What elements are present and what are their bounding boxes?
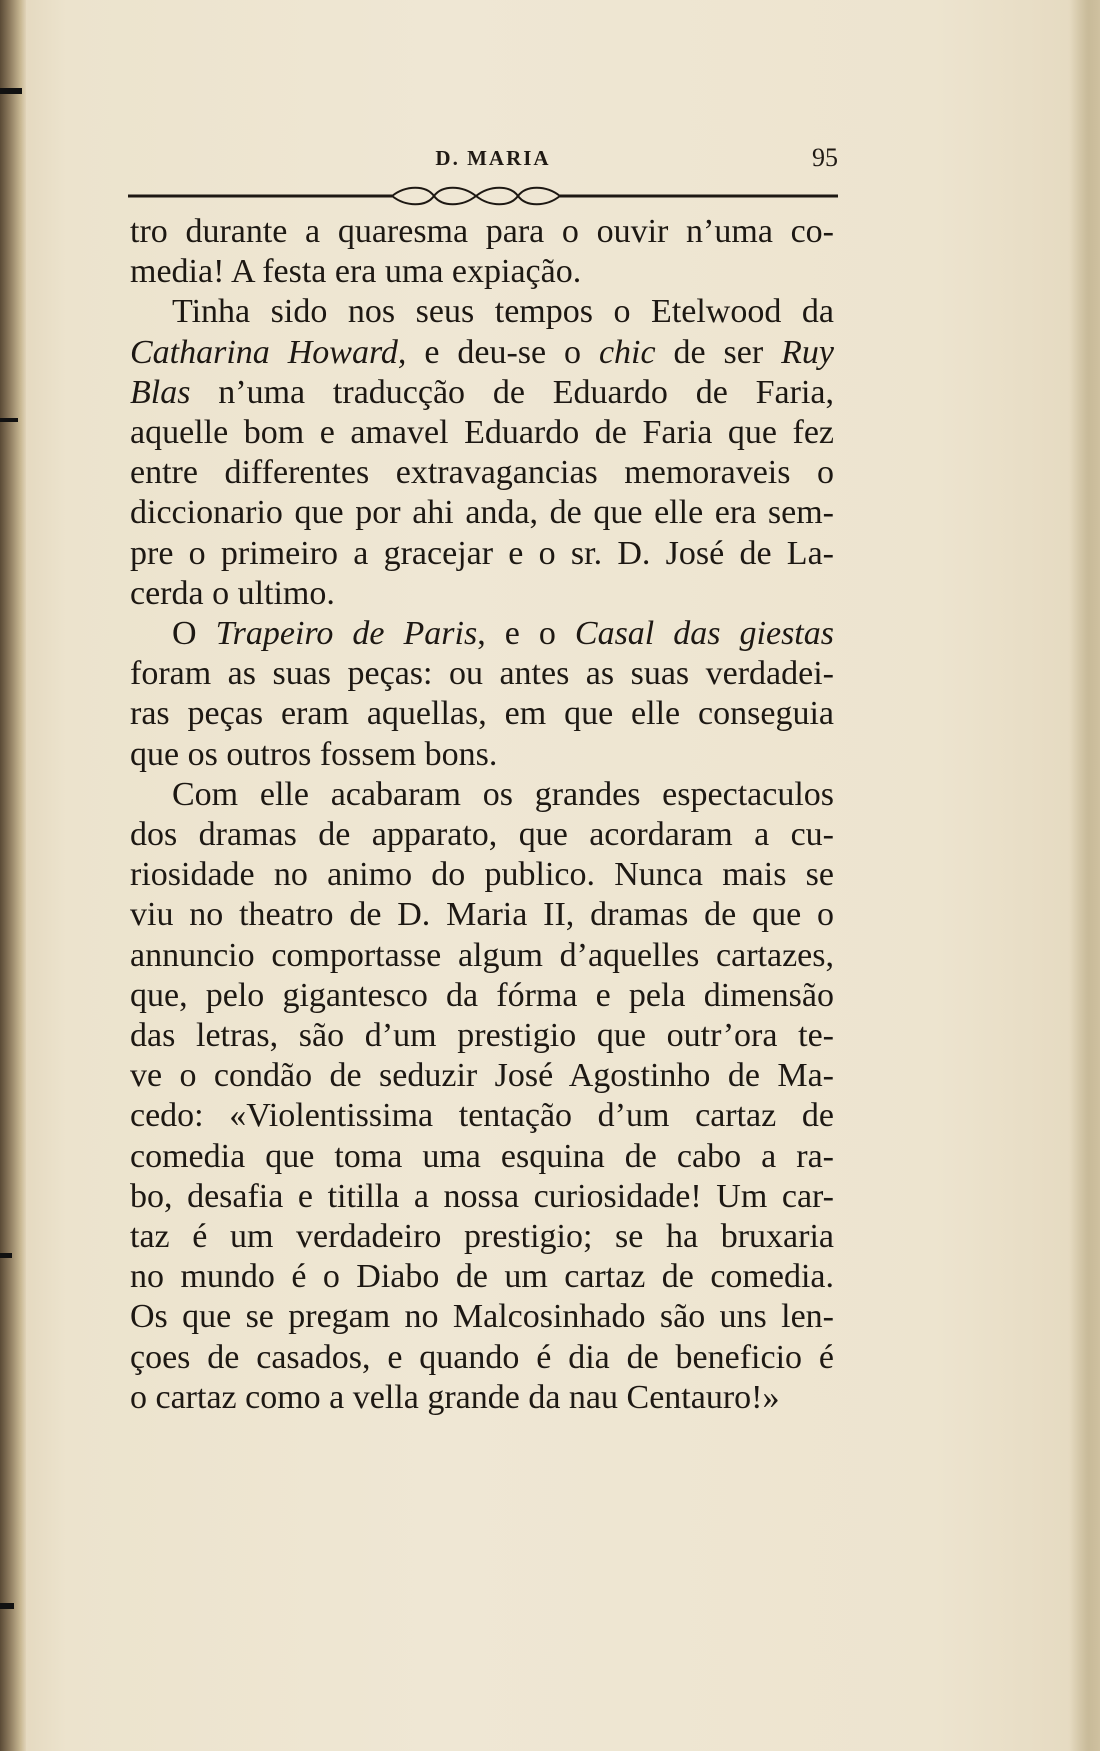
text-run: cedo: «Violentissima tentação d’um cartaz de	[130, 1097, 834, 1135]
text-run: media! A festa era uma expiação.	[130, 253, 582, 291]
text-run: o cartaz como a vella grande da nau Centauro!»	[130, 1378, 780, 1416]
text-line	[130, 1217, 834, 1257]
text-run: , e o	[477, 615, 575, 653]
text-run: ve o condão de seduzir José Agostinho de Ma-	[130, 1057, 834, 1095]
paragraph	[130, 775, 834, 1418]
text-run: Com elle acabaram os grandes espectaculos	[172, 775, 834, 813]
text-line	[130, 333, 834, 373]
text-line	[130, 1297, 834, 1337]
text-line	[130, 534, 834, 574]
text-run: viu no theatro de D. Maria II, dramas de que o	[130, 896, 834, 934]
text-line	[130, 1257, 834, 1297]
italic-title: Catharina Howard,	[130, 333, 407, 371]
text-line	[130, 735, 834, 775]
body-text	[130, 212, 834, 1418]
book-binding-edge	[0, 0, 26, 1751]
text-line	[130, 976, 834, 1016]
text-line	[130, 453, 834, 493]
text-run: no mundo é o Diabo de um cartaz de comedia.	[130, 1258, 834, 1296]
text-run: bo, desafia e titilla a nossa curiosidade! Um car-	[130, 1177, 834, 1215]
italic-title: Ruy	[781, 333, 834, 371]
paragraph	[130, 292, 834, 614]
text-line	[130, 1338, 834, 1378]
text-line	[130, 1177, 834, 1217]
text-run: dos dramas de apparato, que acordaram a cu-	[130, 816, 834, 854]
text-line	[130, 895, 834, 935]
text-run: O	[172, 615, 216, 653]
text-line	[130, 1016, 834, 1056]
text-run: annuncio comportasse algum d’aquelles cartazes,	[130, 936, 834, 974]
text-line	[130, 1137, 834, 1177]
text-line	[130, 212, 834, 252]
page-number: 95	[812, 143, 838, 172]
text-run: das letras, são d’um prestigio que outr’ora te-	[130, 1017, 834, 1055]
text-run: diccionario que por ahi anda, de que elle era sem-	[130, 494, 834, 532]
text-line	[130, 292, 834, 332]
italic-title: Blas	[130, 373, 191, 411]
paragraph	[130, 212, 834, 292]
text-line	[130, 694, 834, 734]
text-line	[130, 574, 834, 614]
text-run: comedia que toma uma esquina de cabo a ra-	[130, 1137, 834, 1175]
text-run: Tinha sido nos seus tempos o Etelwood da	[172, 293, 834, 331]
running-title: D. MARIA	[435, 146, 551, 170]
text-line	[130, 614, 834, 654]
page-header	[128, 143, 838, 180]
italic-title: chic	[598, 333, 656, 371]
text-line	[130, 373, 834, 413]
text-run: e deu-se o	[406, 333, 599, 371]
text-run: taz é um verdadeiro prestigio; se ha bruxaria	[130, 1218, 834, 1256]
text-line	[130, 936, 834, 976]
text-run: riosidade no animo do publico. Nunca mais se	[130, 856, 834, 894]
text-run: tro durante a quaresma para o ouvir n’uma co-	[130, 213, 834, 250]
text-line	[130, 815, 834, 855]
text-line	[130, 493, 834, 533]
text-run: Os que se pregam no Malcosinhado são uns len-	[130, 1298, 834, 1336]
paragraph	[130, 614, 834, 775]
text-line	[130, 252, 834, 292]
text-line	[130, 1056, 834, 1096]
text-line	[130, 654, 834, 694]
text-run: que os outros fossem bons.	[130, 735, 498, 773]
text-line	[130, 1096, 834, 1136]
text-run: foram as suas peças: ou antes as suas verdadei-	[130, 655, 834, 693]
text-run: ras peças eram aquellas, em que elle conseguia	[130, 695, 834, 733]
text-run: que, pelo gigantesco da fórma e pela dimensão	[130, 976, 834, 1014]
text-run: de ser	[655, 333, 782, 371]
text-line	[130, 413, 834, 453]
text-line	[130, 1378, 834, 1418]
text-run: pre o primeiro a gracejar e o sr. D. José de La-	[130, 534, 834, 572]
italic-title: Trapeiro de Paris	[215, 615, 478, 653]
text-run: cerda o ultimo.	[130, 574, 335, 612]
text-run: n’uma traducção de Eduardo de Faria,	[190, 373, 834, 411]
text-line	[130, 775, 834, 815]
page-edge	[1070, 0, 1100, 1751]
text-run: entre differentes extravagancias memoraveis o	[130, 454, 834, 492]
text-run: aquelle bom e amavel Eduardo de Faria que fez	[130, 414, 834, 452]
text-line	[130, 855, 834, 895]
ornamental-rule	[128, 181, 838, 211]
text-run: çoes de casados, e quando é dia de beneficio é	[130, 1338, 834, 1376]
italic-title: Casal das giestas	[574, 615, 834, 653]
